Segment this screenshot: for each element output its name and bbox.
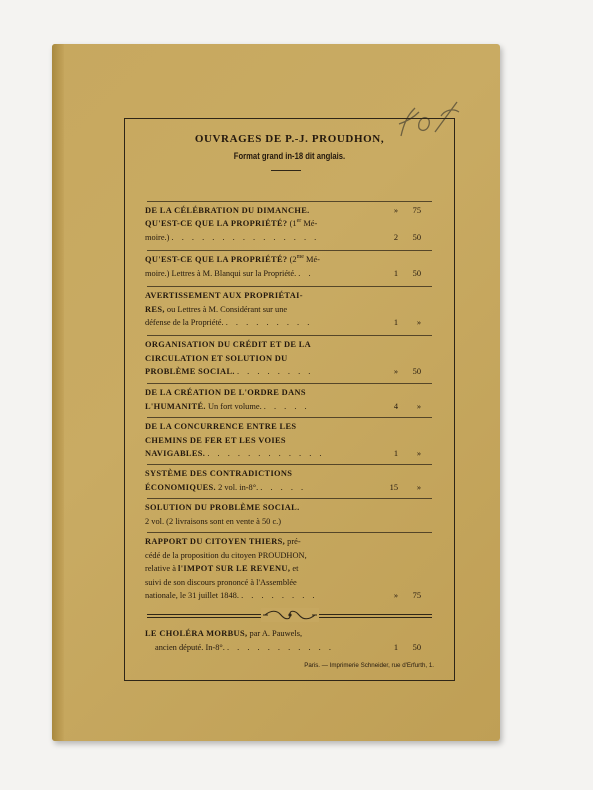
price-centimes: » (416, 483, 421, 492)
price-centimes: 50 (412, 643, 421, 652)
price-centimes: 50 (412, 269, 421, 278)
divider (147, 286, 432, 287)
catalogue-subtitle: Format grand in-18 dit anglais. (233, 151, 346, 161)
printer-imprint: Paris. — Imprimerie Schneider, rue d'Erfurth, 1. (304, 662, 434, 669)
catalogue-entry: QU'EST-CE QUE LA PROPRIÉTÉ? ($2^{me}$ Mé- moire.) Lettres à M. Blanqui sur la Propriété. . . (145, 254, 320, 278)
entry-title: RAPPORT DU CITOYEN THIERS, (145, 537, 286, 546)
entry-title: DE LA CÉLÉBRATION DU DIMANCHE. (145, 206, 310, 215)
price-centimes: 50 (412, 233, 421, 242)
entry-title: LE CHOLÉRA MORBUS, (145, 629, 248, 638)
catalogue-entry: DE LA CONCURRENCE ENTRE LES CHEMINS DE FER ET LES VOIES NAVIGABLES. . . . . . . . . . . . . (145, 422, 325, 458)
price-centimes: 75 (412, 206, 421, 215)
catalogue-entry: SOLUTION DU PROBLÈME SOCIAL. 2 vol. (2 livraisons sont en vente à 50 c.) (145, 503, 300, 526)
price-francs: 1 (393, 449, 398, 458)
header-rule (271, 170, 301, 171)
entry-title: QU'EST-CE QUE LA PROPRIÉTÉ? (145, 219, 288, 228)
catalogue-entry: AVERTISSEMENT AUX PROPRIÉTAI- RES, ou Lettres à M. Considérant sur une défense de la Propriété. . . . . . . . . . (145, 291, 313, 327)
catalogue-frame (124, 118, 455, 681)
catalogue-entry: QU'EST-CE QUE LA PROPRIÉTÉ? (1er Mé- moire.) . . . . . . . . . . . . . . . (145, 218, 320, 242)
price-centimes: 75 (412, 591, 421, 600)
entry-title: SOLUTION DU PROBLÈME SOCIAL. (145, 503, 300, 512)
catalogue-entry: ORGANISATION DU CRÉDIT ET DE LA CIRCULATION ET SOLUTION DU PROBLÈME SOCIAL. . . . . . . . . (145, 340, 314, 376)
divider (147, 464, 432, 465)
price-centimes: » (416, 402, 421, 411)
divider (147, 532, 432, 533)
catalogue-entry: SYSTÈME DES CONTRADICTIONS ÉCONOMIQUES. 2 vol. in-8°. . . . . . (145, 469, 307, 492)
divider (147, 417, 432, 418)
entry-title: DE LA CRÉATION DE L'ORDRE DANS (145, 388, 306, 397)
price-francs: » (393, 367, 398, 376)
price-francs: 1 (393, 643, 398, 652)
price-francs: 1 (393, 318, 398, 327)
catalogue-entry: LE CHOLÉRA MORBUS, par A. Pauwels, ancien député. In-8°. . . . . . . . . . . . (145, 629, 334, 652)
price-francs: » (393, 206, 398, 215)
price-centimes: » (416, 318, 421, 327)
price-francs: 1 (393, 269, 398, 278)
divider (147, 383, 432, 384)
fleuron-ornament (261, 608, 319, 622)
entry-title: ORGANISATION DU CRÉDIT ET DE LA (145, 340, 312, 349)
entry-title: SYSTÈME DES CONTRADICTIONS (145, 469, 293, 478)
divider (147, 335, 432, 336)
price-francs: 15 (389, 483, 398, 492)
entry-title: DE LA CONCURRENCE ENTRE LES (145, 422, 297, 431)
divider (147, 498, 432, 499)
catalogue-entry: DE LA CRÉATION DE L'ORDRE DANS L'HUMANITÉ. Un fort volume. . . . . . (145, 388, 310, 411)
price-centimes: 50 (412, 367, 421, 376)
divider (147, 250, 432, 251)
price-centimes: » (416, 449, 421, 458)
catalogue-entry: RAPPORT DU CITOYEN THIERS, pré- cédé de la proposition du citoyen PROUDHON, relative à l'IMPOT SUR LE REVENU, et suivi de son discours prononcé à l'Assemblée nationale, le 31 juillet 1848. . . . . . . . . (145, 537, 318, 600)
catalogue-title: OUVRAGES DE P.-J. PROUDHON, (194, 133, 385, 145)
entry-title: AVERTISSEMENT AUX PROPRIÉTAI- (145, 291, 303, 300)
divider (147, 201, 432, 202)
price-francs: » (393, 591, 398, 600)
entry-title: QU'EST-CE QUE LA PROPRIÉTÉ? (145, 255, 288, 264)
price-francs: 4 (393, 402, 398, 411)
price-francs: 2 (393, 233, 398, 242)
